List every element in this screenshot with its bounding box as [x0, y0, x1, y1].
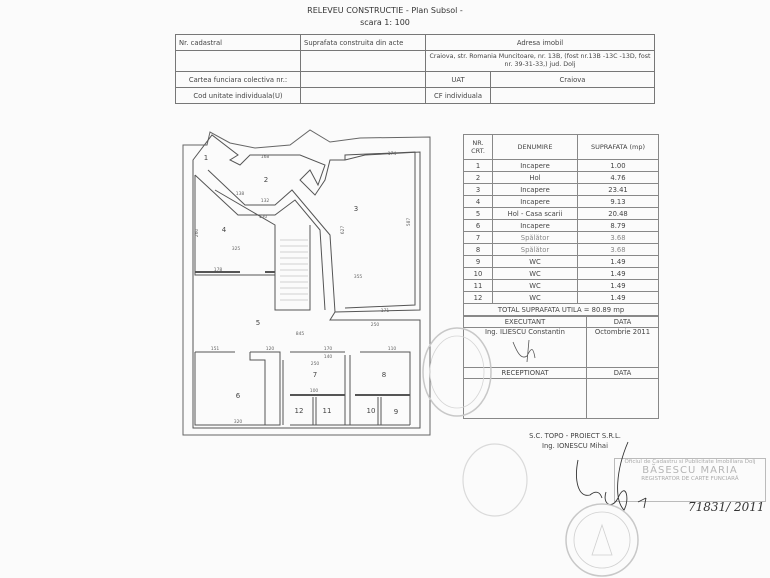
dimension-label: 168: [260, 155, 270, 160]
room-label-4: 4: [221, 226, 227, 234]
receptionat-label: RECEPTIONAT: [464, 368, 587, 379]
suprafata-value: [301, 51, 426, 72]
executant-name-text: Ing. ILIESCU Constantin: [485, 328, 565, 336]
room-label-8: 8: [381, 371, 387, 379]
room-label-6: 6: [235, 392, 241, 400]
dimension-label: 845: [295, 332, 305, 337]
room-label-1: 1: [203, 154, 209, 162]
area-table: [463, 134, 659, 316]
floor-plan: [175, 125, 445, 445]
cod-unitate-value: [301, 88, 426, 104]
row-name: WC: [493, 280, 578, 292]
table-row: [464, 280, 659, 292]
row-name: Spălător: [493, 232, 578, 244]
uat-label: UAT: [426, 72, 491, 88]
row-nr: 12: [464, 292, 493, 304]
row-area: 1.49: [578, 292, 659, 304]
dimension-label: 587: [407, 217, 412, 227]
info-table: [175, 34, 655, 104]
total-area: TOTAL SUPRAFATA UTILA = 80.89 mp: [464, 304, 659, 316]
adresa-value: Craiova, str. Romania Muncitoare, nr. 13B, (fost nr.13B -13C -13D, fost nr. 39-31-33,) jud. Dolj: [426, 51, 655, 72]
dimension-label: 250: [370, 323, 380, 328]
cf-individuala-label: CF individuala: [426, 88, 491, 104]
room-label-12: 12: [294, 407, 304, 415]
data-label-2: DATA: [587, 368, 659, 379]
row-name: WC: [493, 292, 578, 304]
nr-cadastral-value: [176, 51, 301, 72]
table-row: [464, 184, 659, 196]
dimension-label: 130: [258, 215, 268, 220]
dimension-label: 170: [323, 347, 333, 352]
header-nr-crt: NR. CRT.: [464, 135, 493, 160]
row-name: Hol - Casa scarii: [493, 208, 578, 220]
table-row: [464, 256, 659, 268]
notary-stamp-line3: REGISTRATOR DE CARTE FUNCIARĂ: [641, 476, 739, 482]
dimension-label: 178: [213, 268, 223, 273]
row-area: 8.79: [578, 220, 659, 232]
receptionat-date: [587, 379, 659, 419]
adresa-label: Adresa imobil: [426, 35, 655, 51]
scale-label: scara 1: 100: [360, 18, 410, 27]
table-row: [464, 244, 659, 256]
room-label-5: 5: [255, 319, 261, 327]
dimension-label: 250: [310, 362, 320, 367]
carte-funciara-value: [301, 72, 426, 88]
row-area: 1.49: [578, 256, 659, 268]
row-area: 3.68: [578, 232, 659, 244]
room-label-11: 11: [322, 407, 332, 415]
nr-cadastral-label: Nr. cadastral: [176, 35, 301, 51]
row-area: 1.49: [578, 268, 659, 280]
row-nr: 5: [464, 208, 493, 220]
dimension-label: 260: [195, 228, 200, 238]
company-name: S.C. TOPO - PROIECT S.R.L.: [529, 432, 621, 440]
room-label-2: 2: [263, 176, 269, 184]
table-row: [464, 196, 659, 208]
row-area: 1.00: [578, 160, 659, 172]
header-suprafata: SUPRAFATA (mp): [578, 135, 659, 160]
row-area: 1.49: [578, 280, 659, 292]
dimension-label: 132: [260, 199, 270, 204]
table-row: [464, 292, 659, 304]
round-stamp-icon: [420, 325, 495, 420]
dimension-label: 171: [380, 309, 390, 314]
notary-stamp-line1: Oficiul de Cadastru si Publicitate Imobiliara Dolj: [624, 459, 756, 465]
row-nr: 6: [464, 220, 493, 232]
handwritten-number: 71831/ 2011: [688, 500, 765, 514]
room-label-7: 7: [312, 371, 318, 379]
room-label-10: 10: [366, 407, 376, 415]
official-round-stamp-icon: [562, 500, 642, 578]
dimension-label: 140: [323, 355, 333, 360]
row-nr: 9: [464, 256, 493, 268]
row-area: 3.68: [578, 244, 659, 256]
table-row: [464, 208, 659, 220]
row-nr: 2: [464, 172, 493, 184]
row-name: Hol: [493, 172, 578, 184]
dimension-label: 174: [387, 152, 397, 157]
table-row: [464, 160, 659, 172]
row-nr: 7: [464, 232, 493, 244]
dimension-label: 355: [353, 275, 363, 280]
row-name: Spălător: [493, 244, 578, 256]
row-nr: 3: [464, 184, 493, 196]
row-nr: 10: [464, 268, 493, 280]
table-row: [464, 220, 659, 232]
table-row: [464, 172, 659, 184]
row-area: 20.48: [578, 208, 659, 220]
row-nr: 4: [464, 196, 493, 208]
row-nr: 11: [464, 280, 493, 292]
room-label-9: 9: [393, 408, 399, 416]
data-label: DATA: [587, 317, 659, 328]
row-area: 23.41: [578, 184, 659, 196]
row-name: Incapere: [493, 184, 578, 196]
room-label-3: 3: [353, 205, 359, 213]
row-name: Incapere: [493, 160, 578, 172]
dimension-label: 320: [233, 420, 243, 425]
row-name: WC: [493, 256, 578, 268]
dimension-label: 110: [387, 347, 397, 352]
dimension-label: 138: [235, 192, 245, 197]
row-name: WC: [493, 268, 578, 280]
header-denumire: DENUMIRE: [493, 135, 578, 160]
executant-date: Octombrie 2011: [587, 328, 659, 368]
document-title: RELEVEU CONSTRUCTIE - Plan Subsol -: [307, 6, 463, 15]
suprafata-label: Suprafata construita din acte: [301, 35, 426, 51]
cod-unitate-label: Cod unitate individuala(U): [176, 88, 301, 104]
row-name: Incapere: [493, 196, 578, 208]
table-row: [464, 268, 659, 280]
row-nr: 1: [464, 160, 493, 172]
executant-label: EXECUTANT: [464, 317, 587, 328]
row-nr: 8: [464, 244, 493, 256]
carte-funciara-label: Cartea funciara colectiva nr.:: [176, 72, 301, 88]
dimension-label: 325: [231, 247, 241, 252]
row-area: 9.13: [578, 196, 659, 208]
table-row: [464, 232, 659, 244]
row-name: Incapere: [493, 220, 578, 232]
uat-value: Craiova: [491, 72, 655, 88]
dimension-label: 100: [309, 389, 319, 394]
row-area: 4.76: [578, 172, 659, 184]
registration-stamp-icon: [460, 440, 530, 520]
dimension-label: 627: [341, 225, 346, 235]
dimension-label: 120: [265, 347, 275, 352]
signature-icon: [505, 338, 545, 364]
company-engineer: Ing. IONESCU Mihai: [542, 442, 608, 450]
cf-individuala-value: [491, 88, 655, 104]
notary-stamp-name: BĂSESCU MARIA: [642, 465, 738, 476]
dimension-label: 151: [210, 347, 220, 352]
